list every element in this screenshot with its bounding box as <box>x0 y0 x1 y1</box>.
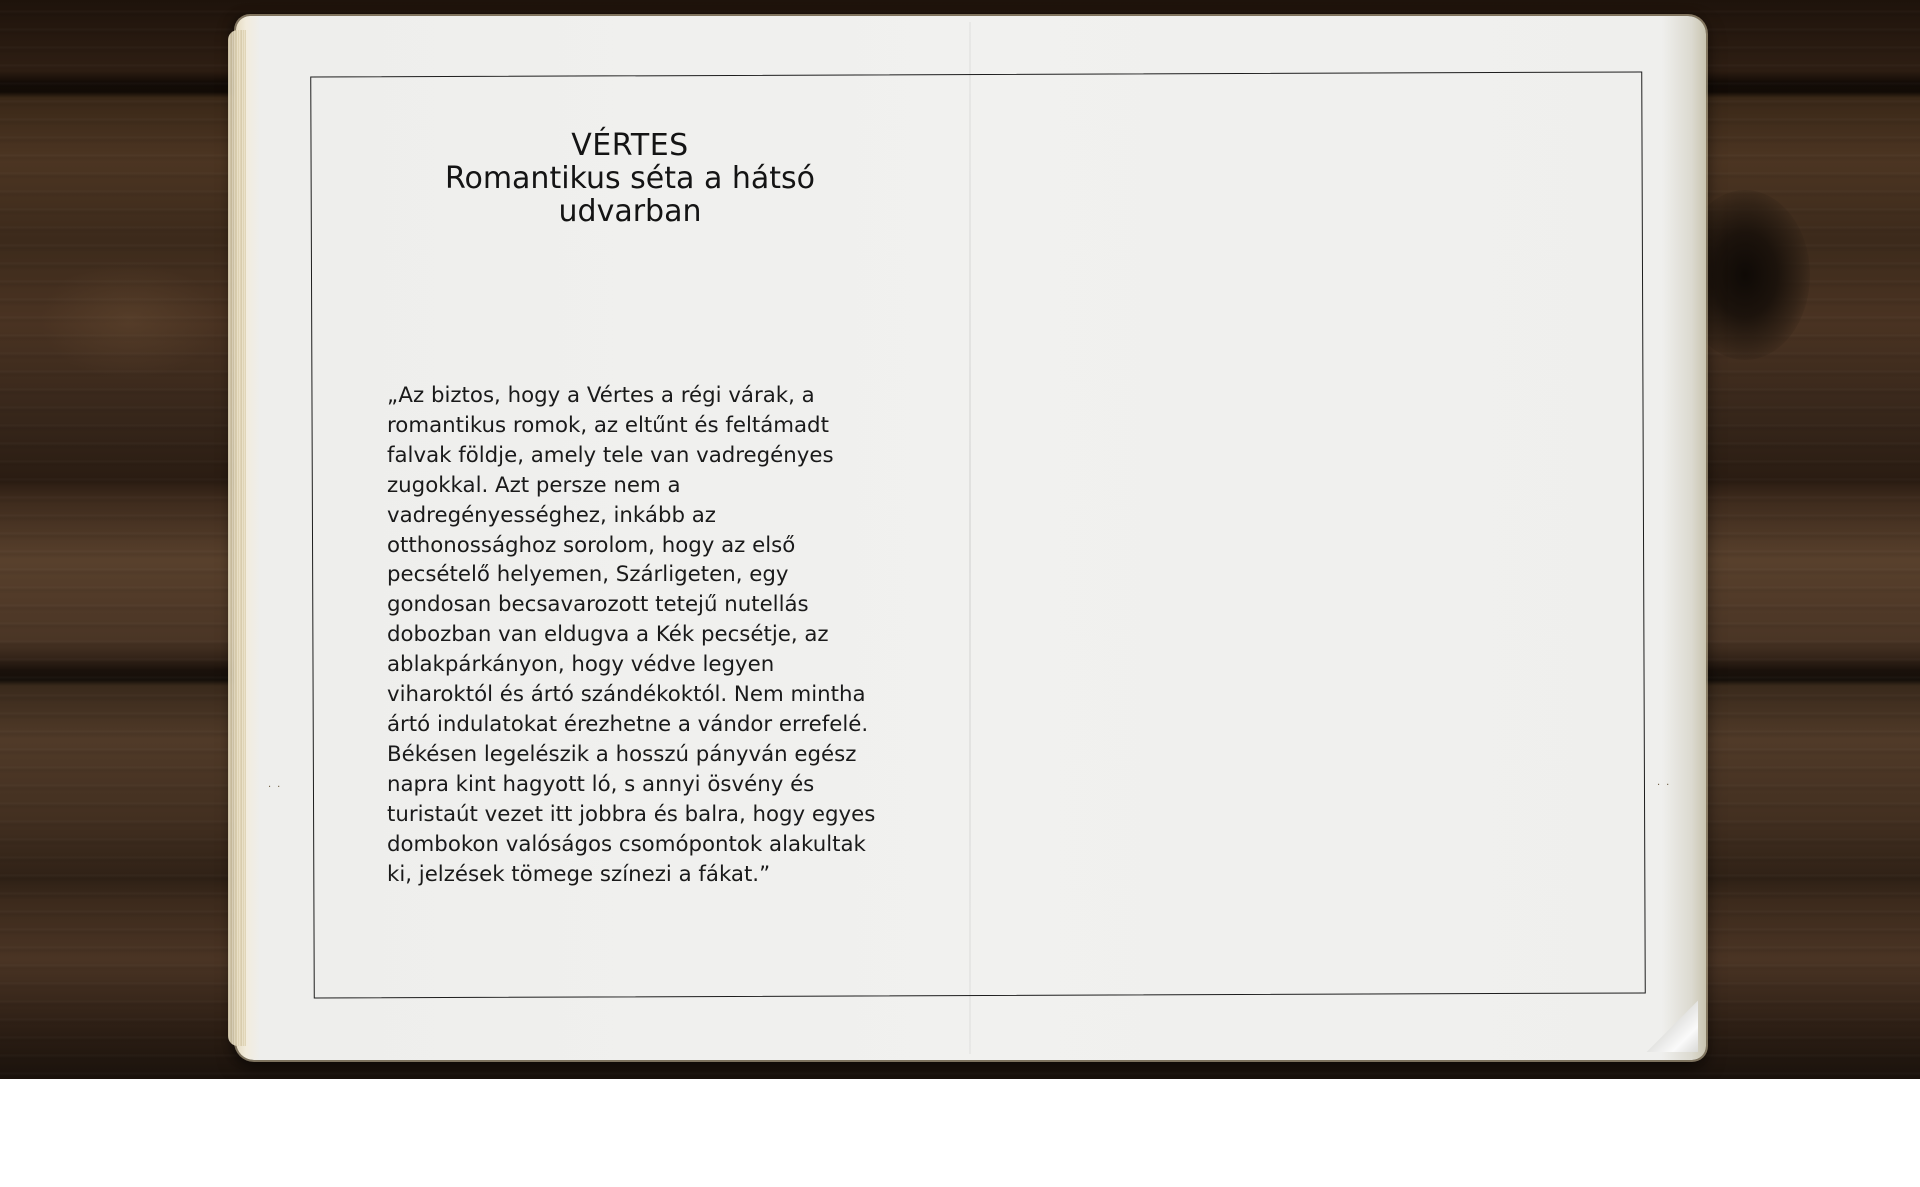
quote-line: falvak földje, amely tele van vadregényes <box>387 442 834 468</box>
article-heading <box>380 130 880 228</box>
quote-line: ablakpárkányon, hogy védve legyen <box>387 652 775 678</box>
quote-line: pecsételő helyemen, Szárligeten, egy <box>387 562 789 588</box>
wood-stain <box>40 260 220 380</box>
quote-line: dobozban van eldugva a Kék pecsétje, az <box>387 622 829 648</box>
quote-line: napra kint hagyott ló, s annyi ösvény és <box>387 771 815 797</box>
binding-holes-right: ·· <box>1657 780 1676 791</box>
quote-line: Békésen legelészik a hosszú pányván egész <box>387 741 857 767</box>
page-subtitle: Romantikus séta a hátsó udvarban <box>444 161 816 229</box>
quote-line: viharoktól és ártó szándékoktól. Nem mintha <box>387 682 866 708</box>
page-title: VÉRTES <box>571 128 689 163</box>
quote-line: gondosan becsavarozott tetejű nutellás <box>387 592 809 618</box>
quote-paragraph <box>387 381 892 889</box>
binding-holes-left: ·· <box>268 782 287 793</box>
quote-line: zugokkal. Azt persze nem a <box>387 472 681 498</box>
quote-line: „Az biztos, hogy a Vértes a régi várak, a <box>387 383 815 408</box>
quote-line: romantikus romok, az eltűnt és feltámadt <box>387 412 829 438</box>
quote-line: ártó indulatokat érezhetne a vándor errefelé. <box>387 711 869 737</box>
quote-line: turistaút vezet itt jobbra és balra, hogy egyes <box>387 801 876 827</box>
quote-line: dombokon valóságos csomópontok alakultak <box>387 831 866 857</box>
quote-line: otthonossághoz sorolom, hogy az első <box>387 532 796 558</box>
quote-line: ki, jelzések tömege színezi a fákat.” <box>387 861 771 887</box>
folded-page-corner <box>1646 1000 1698 1052</box>
quote-line: vadregényességhez, inkább az <box>387 502 716 528</box>
